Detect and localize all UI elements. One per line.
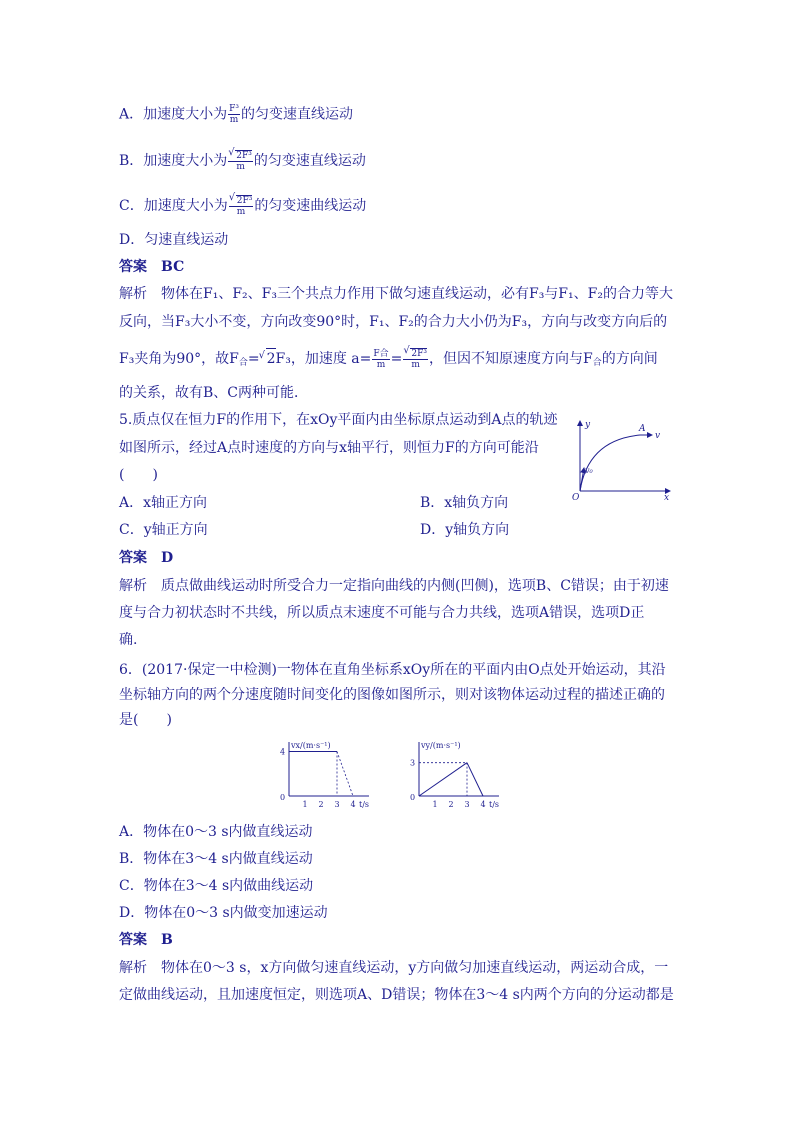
y-tick-label: 4 <box>280 747 286 757</box>
q5-stem-3: ( ) <box>119 467 158 483</box>
option-b-text: B．加速度大小为 <box>119 153 228 169</box>
q5-option-d: D．y轴负方向 <box>420 522 510 538</box>
vy-time-chart <box>405 738 520 810</box>
label-origin: O <box>572 493 580 500</box>
q4-explanation-4: 的关系，故有B、C两种可能． <box>119 385 308 401</box>
series-segment-dashed <box>337 752 353 796</box>
q5-option-b: B．x轴负方向 <box>420 495 509 511</box>
x-tick-label: 1 <box>302 800 308 809</box>
option-c-text: C．加速度大小为 <box>119 198 228 214</box>
q6-explanation-1: 解析 物体在0～3 s，x方向做匀速直线运动，y方向做匀加速直线运动，两运动合成，一 <box>119 960 669 976</box>
q5-explanation-1: 解析 质点做曲线运动时所受合力一定指向曲线的内侧(凹侧)，选项B、C错误；由于初速 <box>119 578 669 594</box>
label-y: y <box>585 420 591 430</box>
label-v: v <box>655 431 661 441</box>
vx-time-chart <box>275 738 387 810</box>
series-segment <box>419 763 467 796</box>
q4-answer: 答案 BC <box>119 259 185 275</box>
q5-option-c: C．y轴正方向 <box>119 522 208 538</box>
fraction: √ $\frac{\text{2F³}}{m}$ <box>229 195 254 217</box>
q6-option-c: C．物体在3～4 s内做曲线运动 <box>119 878 314 894</box>
q5-stem-1: 5.质点仅在恒力F的作用下，在xOy平面内由坐标原点运动到A点的轨迹 <box>119 412 558 428</box>
q6-explanation-2: 定做曲线运动，且加速度恒定，则选项A、D错误；物体在3～4 s内两个方向的分运动都是 <box>119 987 674 1003</box>
x-tick-label: 2 <box>318 800 324 809</box>
q5-trajectory-diagram <box>570 418 675 500</box>
q6-answer: 答案 B <box>119 932 173 948</box>
x-tick-label: 4 <box>480 800 486 809</box>
fraction: $\frac{\text{F³}}{m}$ <box>229 104 239 125</box>
q6-option-b: B．物体在3～4 s内做直线运动 <box>119 851 313 867</box>
fraction: √ $\frac{\text{2F³}}{m}$ <box>228 150 253 172</box>
q4-option-c <box>119 195 366 217</box>
q4-explanation-2: 反向，当F₃大小不变，方向改变90°时，F₁、F₂的合力大小仍为F₃，方向与改变方向后的 <box>119 314 668 330</box>
q5-option-a: A．x轴正方向 <box>119 495 208 511</box>
label-v0: v₀ <box>585 466 593 475</box>
q4-option-a <box>119 104 353 125</box>
q5-stem-2: 如图所示，经过A点时速度的方向与x轴平行，则恒力F的方向可能沿 <box>119 440 539 456</box>
option-c-tail: 的匀变速曲线运动 <box>254 198 367 214</box>
q4-option-b <box>119 150 366 172</box>
trajectory-curve <box>580 435 640 491</box>
series-segment <box>467 763 483 796</box>
x-tick-label: 3 <box>464 800 470 809</box>
x-tick-label: 3 <box>334 800 340 809</box>
q6-stem-2: 坐标轴方向的两个分速度随时间变化的图像如图所示，则对该物体运动过程的描述正确的 <box>119 687 665 703</box>
q6-option-d: D．物体在0～3 s内做变加速运动 <box>119 905 328 921</box>
label-x: x <box>664 493 670 500</box>
x-tick-label: 1 <box>432 800 438 809</box>
q6-option-a: A．物体在0～3 s内做直线运动 <box>119 824 313 840</box>
q4-explanation-3: F₃夹角为90°，故$F_合=√$ 2F₃，加速度 a= $\frac{\text{F合}}{m}$ = √ $\frac{\text{2F³}}{m}$ ，但因不知原速度方向与$F_合$的方向间 <box>119 348 658 373</box>
velocity-arrow-v0 <box>580 468 584 491</box>
q5-explanation-3: 确. <box>119 632 138 648</box>
y-tick-label: 3 <box>410 758 416 768</box>
x-tick-label: 4 <box>350 800 356 809</box>
q4-explanation-1: 解析 物体在F₁、F₂、F₃三个共点力作用下做匀速直线运动，必有F₃与F₁、F₂的合力等大 <box>119 286 673 302</box>
q6-stem-3: 是( ) <box>119 712 172 728</box>
x-tick-label: 2 <box>448 800 454 809</box>
option-b-tail: 的匀变速直线运动 <box>253 153 366 169</box>
q4-option-d: D．匀速直线运动 <box>119 232 229 248</box>
x-axis-label: t/s <box>489 800 500 809</box>
y-axis-label: vy/(m·s⁻¹) <box>421 741 461 750</box>
origin-label: 0 <box>280 793 286 802</box>
y-axis-label: vx/(m·s⁻¹) <box>291 741 331 750</box>
label-a: A <box>639 424 646 434</box>
q5-explanation-2: 度与合力初状态时不共线，所以质点末速度不可能与合力共线，选项A错误，选项D正 <box>119 605 645 621</box>
option-a-text: A．加速度大小为 <box>119 106 228 123</box>
x-axis-label: t/s <box>359 800 370 809</box>
q6-stem-1: 6．(2017·保定一中检测)一物体在直角坐标系xOy所在的平面内由O点处开始运动，其沿 <box>119 662 666 678</box>
q5-answer: 答案 D <box>119 550 174 566</box>
option-a-tail: 的匀变速直线运动 <box>240 106 353 123</box>
origin-label: 0 <box>410 793 416 802</box>
